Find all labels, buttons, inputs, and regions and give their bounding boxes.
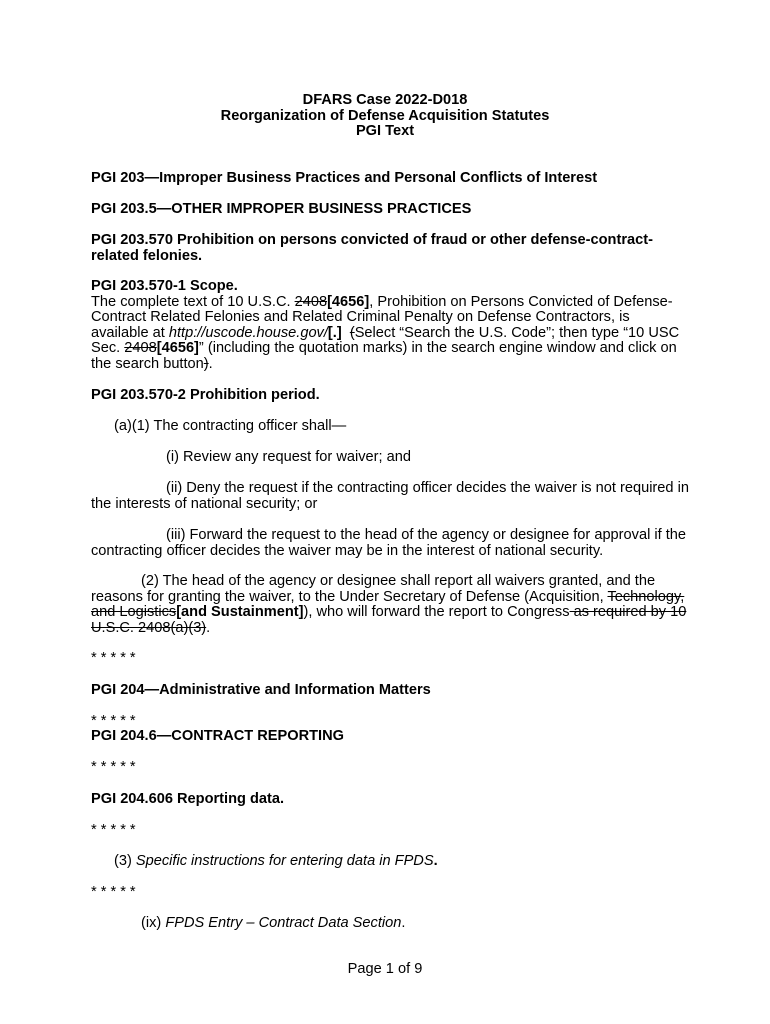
paragraph-a1: (a)(1) The contracting officer shall— (114, 418, 347, 434)
scope-paragraph (91, 295, 691, 373)
inserted-text: [and Sustainment] (176, 604, 304, 621)
deleted-text: as required by 10 U.S.C. 2408(a)(3) (91, 604, 687, 636)
deleted-text: ) (203, 355, 209, 372)
heading-pgi-204: PGI 204—Administrative and Information Matters (91, 682, 431, 698)
case-number: DFARS Case 2022-D018 (302, 92, 468, 108)
heading-pgi-204-6: PGI 204.6—CONTRACT REPORTING (91, 728, 344, 744)
document-subtitle: PGI Text (355, 123, 415, 140)
item-title: FPDS Entry – Contract Data Section (165, 915, 402, 931)
heading-pgi-203-570-1: PGI 203.570-1 Scope. (91, 278, 238, 294)
page-number: Page 1 of 9 (347, 961, 423, 977)
omission-stars: * * * * * (91, 822, 136, 838)
omission-stars: * * * * * (91, 713, 136, 729)
scope-section (91, 279, 691, 373)
paragraph-item-ix (91, 916, 691, 932)
heading-pgi-203-5: PGI 203.5—OTHER IMPROPER BUSINESS PRACTICES (91, 201, 472, 217)
inserted-text: [4656] (156, 340, 199, 357)
heading-pgi-203: PGI 203—Improper Business Practices and Personal Conflicts of Interest (91, 170, 598, 186)
item-period: . (433, 853, 438, 869)
item-period: . (401, 915, 406, 931)
paragraph-item-3 (91, 854, 691, 870)
deleted-text: ( (349, 324, 355, 341)
document-title: Reorganization of Defense Acquisition Statutes (220, 107, 550, 124)
scope-text: ” (including the quotation marks) in the search engine window and click on the search button (91, 340, 677, 372)
scope-text: . (208, 355, 213, 372)
scope-text (342, 325, 350, 341)
a2-text: ), who will forward the report to Congress (303, 604, 570, 621)
heading-pgi-203-570: PGI 203.570 Prohibition on persons convicted of fraud or other defense-contract-related felonies. (91, 232, 653, 264)
paragraph-a2 (91, 574, 691, 636)
paragraph-a1-i: (i) Review any request for waiver; and (166, 449, 411, 465)
paragraph-a1-iii: (iii) Forward the request to the head of the agency or designee for approval if the contracting officer decides the waiver may be in the interest of national security. (91, 527, 687, 559)
item-number: (3) (114, 853, 136, 869)
uscode-link[interactable]: http://uscode.house.gov/ (168, 324, 328, 341)
inserted-text: [4656] (327, 293, 370, 310)
paragraph-a1-ii: (ii) Deny the request if the contracting officer decides the waiver is not required in the interests of national security; or (91, 480, 689, 512)
deleted-text: 2408 (294, 293, 328, 310)
heading-pgi-203-570-2: PGI 203.570-2 Prohibition period. (91, 387, 320, 403)
deleted-text: Technology, and Logistics (91, 588, 685, 621)
scope-text: Select “Search the U.S. Code”; then type “10 USC Sec. (91, 324, 680, 357)
item-title: Specific instructions for entering data in FPDS (135, 853, 434, 869)
heading-pgi-204-606: PGI 204.606 Reporting data. (91, 791, 285, 807)
omission-stars: * * * * * (91, 884, 136, 900)
a2-text: . (206, 619, 211, 636)
a2-text: (2) The head of the agency or designee shall report all waivers granted, and the reasons for granting the waiver, to the Under Secretary of Defense (Acquisition, (91, 573, 656, 605)
scope-text: , Prohibition on Persons Convicted of Defense-Contract Related Felonies and Related Criminal Penalty on Defense Contractors, is available at (91, 293, 673, 341)
omission-stars: * * * * * (91, 759, 136, 775)
deleted-text: 2408 (124, 340, 157, 357)
scope-text: The complete text of 10 U.S.C. (91, 293, 295, 310)
item-number: (ix) (141, 915, 166, 931)
inserted-text: [.] (327, 324, 342, 341)
document-header (0, 93, 770, 140)
omission-stars: * * * * * (91, 650, 136, 666)
